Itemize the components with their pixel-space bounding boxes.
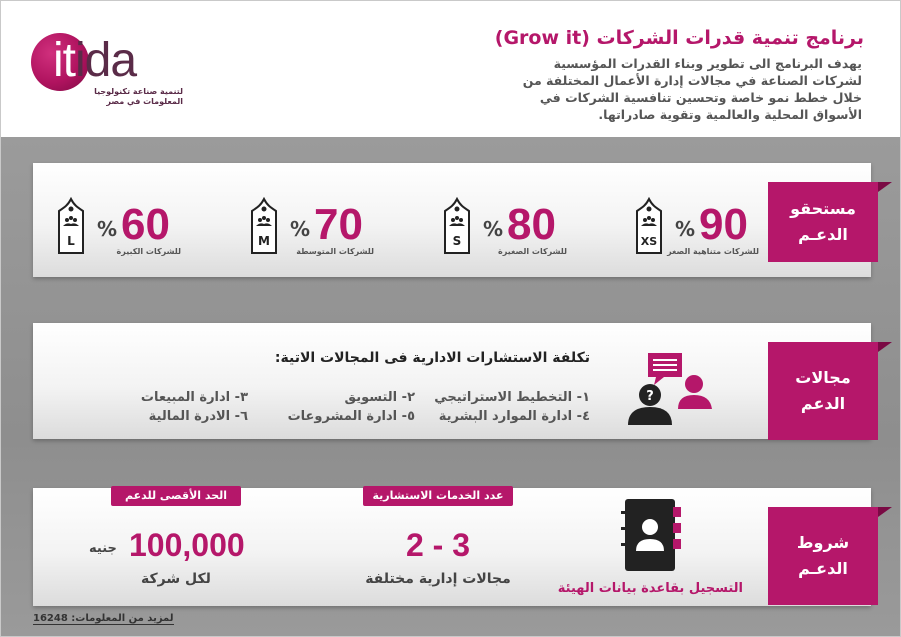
tier-s-sign: % (483, 217, 504, 241)
tier-l-percent: 60 (121, 200, 170, 249)
support-area-item: ٤- ادارة الموارد البشرية (438, 409, 590, 424)
support-areas-tab-line2: الدعم (800, 394, 846, 413)
services-pill: عدد الخدمات الاستشارية (363, 486, 513, 506)
tier-s-percent: 80 (507, 200, 556, 249)
eligibility-tab (768, 182, 878, 262)
eligibility-tab-line1: مستحقو (790, 199, 856, 218)
logo (53, 31, 136, 91)
tier-s-label: للشركات الصغيرة (498, 247, 567, 256)
max-support-unit: جنيه (89, 541, 117, 556)
tier-l (55, 197, 185, 267)
tier-s (441, 197, 571, 267)
registration-label: التسجيل بقاعدة بيانات الهيئة (557, 581, 743, 596)
tier-xs-label: للشركات متناهية الصغر (667, 247, 759, 256)
eligibility-tab-line2: الدعـم (798, 225, 848, 244)
consultation-icon (626, 351, 718, 427)
conditions-tab (768, 507, 878, 605)
max-support-value: 100,000 (129, 527, 245, 563)
page-title: برنامج تنمية قدرات الشركات (Grow it) (494, 27, 864, 49)
support-area-item: ١- التخطيط الاستراتيجي (434, 390, 590, 405)
tier-l-tag: L (67, 234, 75, 248)
logo-word-rest: ida (75, 34, 137, 87)
logo-tagline-line1: لتنمية صناعة تكنولوجيا (94, 87, 183, 96)
support-area-item: ٦- الادرة المالية (148, 409, 248, 424)
support-areas-tab (768, 342, 878, 440)
tier-l-label: للشركات الكبيرة (116, 247, 181, 256)
tier-m-label: للشركات المتوسطة (296, 247, 374, 256)
header (1, 1, 901, 137)
logo-word-i: it (53, 34, 75, 87)
tier-xs-sign: % (675, 217, 696, 241)
conditions-tab-line2: الدعـم (798, 559, 848, 578)
services-label: مجالات إدارية مختلفة (365, 571, 511, 587)
tier-m-percent: 70 (314, 200, 363, 249)
page-description: يهدف البرنامج الى تطوير وبناء القدرات المؤسسية لشركات الصناعة في مجالات إدارة الأعمال المختلفة من خلال خطط نمو خاصة وتحسين تنافسية الشركات في الأسواق المحلية والعالمية وتقوية صادراتها. (522, 56, 862, 122)
support-area-item: ٥- ادارة المشروعات (287, 409, 415, 424)
support-area-item: ٣- ادارة المبيعات (140, 390, 248, 405)
footer-note: لمزيد من المعلومات: 16248 (33, 613, 174, 624)
tier-m-sign: % (290, 217, 311, 241)
logo-tagline (63, 87, 183, 107)
conditions-tab-line1: شروط (796, 533, 850, 552)
svg-text:?: ? (646, 389, 654, 404)
tier-l-sign: % (97, 217, 118, 241)
tier-m (248, 197, 378, 267)
tier-s-tag: S (452, 234, 462, 248)
tier-xs (633, 197, 763, 267)
logo-tagline-line2: المعلومات في مصر (106, 97, 183, 106)
support-area-item: ٢- التسويق (344, 390, 415, 405)
address-book-icon (619, 497, 685, 575)
max-support-label: لكل شركة (141, 571, 211, 587)
tier-m-tag: M (258, 234, 270, 248)
support-areas-tab-line1: مجالات (795, 368, 851, 387)
tier-xs-percent: 90 (699, 200, 748, 249)
support-areas-heading: تكلفة الاستشارات الادارية فى المجالات الاتية: (274, 350, 590, 366)
tier-xs-tag: XS (640, 235, 658, 248)
services-value: 2 - 3 (405, 527, 471, 563)
max-support-pill: الحد الأقصى للدعم (111, 486, 241, 506)
